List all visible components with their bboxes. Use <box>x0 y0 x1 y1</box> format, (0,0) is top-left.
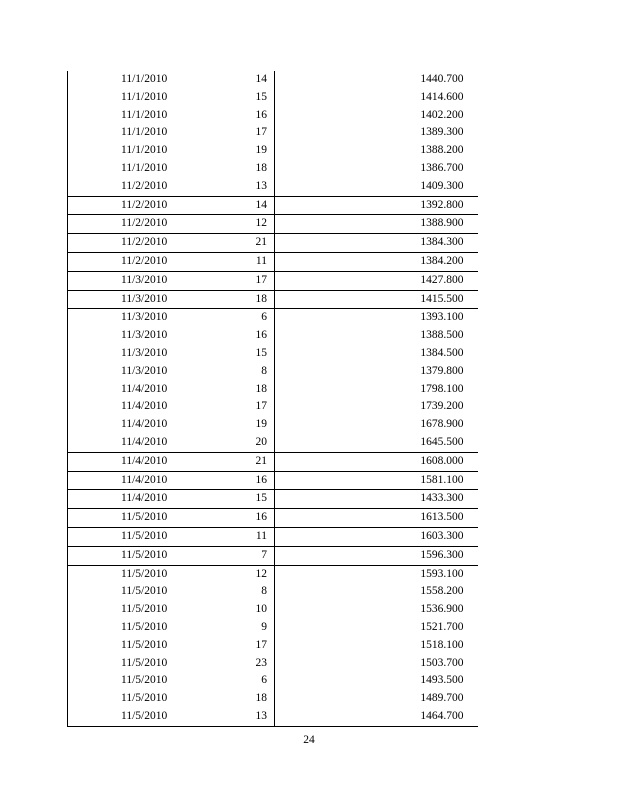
date-cell: 11/1/2010 <box>68 142 193 160</box>
value-cell: 1415.500 <box>275 290 478 309</box>
hour-cell: 18 <box>193 160 275 178</box>
value-cell: 1493.500 <box>420 674 464 687</box>
table-row <box>68 637 478 655</box>
value-cell: 1379.800 <box>420 364 464 377</box>
table-row <box>68 708 478 726</box>
table-row <box>68 89 478 107</box>
date-cell: 11/4/2010 <box>68 434 193 452</box>
hour-cell: 19 <box>193 142 275 160</box>
value-cell: 1613.500 <box>275 509 478 528</box>
date-cell: 11/3/2010 <box>68 327 193 345</box>
hour-cell: 16 <box>193 107 275 125</box>
date-cell: 11/5/2010 <box>68 708 193 726</box>
value-cell: 1593.100 <box>275 565 478 583</box>
hour-cell: 17 <box>193 271 275 290</box>
value-cell: 1464.700 <box>275 708 478 726</box>
hour-cell: 14 <box>193 196 275 215</box>
date-cell: 11/1/2010 <box>68 160 193 178</box>
table-row <box>68 345 478 363</box>
table-row <box>68 601 478 619</box>
hour-cell: 18 <box>193 690 275 708</box>
table-row <box>68 565 478 583</box>
hour-cell: 12 <box>193 215 275 234</box>
value-cell: 1409.300 <box>420 179 464 192</box>
hour-cell: 16 <box>193 471 275 490</box>
table-row <box>68 196 478 215</box>
value-cell: 1503.700 <box>420 656 464 669</box>
value-cell: 1392.800 <box>275 196 478 215</box>
value-cell: 1440.700 <box>420 73 464 85</box>
date-cell: 11/4/2010 <box>68 452 193 471</box>
value-cell: 1389.300 <box>420 126 464 139</box>
table-row <box>68 619 478 637</box>
hour-cell: 18 <box>193 290 275 309</box>
hour-cell: 16 <box>193 327 275 345</box>
value-cell: 1427.800 <box>275 271 478 290</box>
hour-cell: 15 <box>193 89 275 107</box>
date-cell: 11/1/2010 <box>68 71 193 89</box>
table-row <box>68 107 478 125</box>
date-cell: 11/1/2010 <box>68 89 193 107</box>
table-row <box>68 434 478 452</box>
value-cell: 1386.700 <box>420 161 464 174</box>
value-cell: 1518.100 <box>420 638 464 651</box>
date-cell: 11/1/2010 <box>68 124 193 142</box>
table-row <box>68 416 478 434</box>
hour-cell: 15 <box>193 490 275 509</box>
table-row <box>68 215 478 234</box>
date-cell: 11/4/2010 <box>68 416 193 434</box>
table-row <box>68 381 478 399</box>
date-cell: 11/5/2010 <box>68 509 193 528</box>
value-cell: 1536.900 <box>420 603 464 616</box>
hour-cell: 7 <box>193 546 275 565</box>
hour-cell: 12 <box>193 565 275 583</box>
value-cell: 1645.500 <box>420 435 464 448</box>
date-cell: 11/2/2010 <box>68 234 193 253</box>
date-cell: 11/4/2010 <box>68 381 193 399</box>
table-row <box>68 160 478 178</box>
page-number: 24 <box>303 734 315 746</box>
value-cell: 1581.100 <box>275 471 478 490</box>
table-body <box>68 71 478 726</box>
value-cell: 1596.300 <box>275 546 478 565</box>
value-cell: 1558.200 <box>420 585 464 598</box>
table-row <box>68 398 478 416</box>
date-cell: 11/5/2010 <box>68 601 193 619</box>
table-row <box>68 252 478 271</box>
hour-cell: 11 <box>193 252 275 271</box>
date-cell: 11/2/2010 <box>68 196 193 215</box>
date-cell: 11/5/2010 <box>68 565 193 583</box>
value-cell: 1798.100 <box>420 382 464 395</box>
date-cell: 11/5/2010 <box>68 672 193 690</box>
table-row <box>68 178 478 196</box>
hour-cell: 23 <box>193 655 275 673</box>
value-cell: 1393.100 <box>275 309 478 327</box>
date-cell: 11/4/2010 <box>68 471 193 490</box>
value-cell: 1384.500 <box>420 346 464 359</box>
value-cell: 1521.700 <box>420 620 464 633</box>
value-cell: 1739.200 <box>420 400 464 413</box>
value-cell: 1388.200 <box>420 144 464 157</box>
value-cell: 1388.900 <box>275 215 478 234</box>
value-cell: 1678.900 <box>420 418 464 431</box>
date-cell: 11/1/2010 <box>68 107 193 125</box>
table-row <box>68 271 478 290</box>
hour-cell: 13 <box>193 708 275 726</box>
hour-cell: 8 <box>193 363 275 381</box>
table-row <box>68 327 478 345</box>
date-cell: 11/5/2010 <box>68 637 193 655</box>
date-cell: 11/3/2010 <box>68 309 193 327</box>
table-row <box>68 309 478 327</box>
value-cell: 1384.200 <box>275 252 478 271</box>
value-cell: 1414.600 <box>420 90 464 103</box>
date-cell: 11/3/2010 <box>68 345 193 363</box>
hour-cell: 16 <box>193 509 275 528</box>
hour-cell: 17 <box>193 124 275 142</box>
table-row <box>68 290 478 309</box>
hour-cell: 17 <box>193 637 275 655</box>
table-row <box>68 527 478 546</box>
value-cell: 1608.000 <box>275 452 478 471</box>
date-cell: 11/3/2010 <box>68 290 193 309</box>
date-cell: 11/5/2010 <box>68 619 193 637</box>
table-row <box>68 546 478 565</box>
hour-cell: 6 <box>193 309 275 327</box>
value-cell: 1489.700 <box>420 692 464 705</box>
date-cell: 11/4/2010 <box>68 490 193 509</box>
hour-cell: 13 <box>193 178 275 196</box>
value-cell: 1433.300 <box>275 490 478 509</box>
value-cell: 1384.300 <box>275 234 478 253</box>
date-cell: 11/5/2010 <box>68 655 193 673</box>
hour-cell: 6 <box>193 672 275 690</box>
value-cell: 1402.200 <box>420 108 464 121</box>
date-cell: 11/2/2010 <box>68 178 193 196</box>
hour-cell: 21 <box>193 234 275 253</box>
table-row <box>68 672 478 690</box>
date-cell: 11/4/2010 <box>68 398 193 416</box>
date-cell: 11/3/2010 <box>68 271 193 290</box>
data-table <box>67 71 478 727</box>
date-cell: 11/5/2010 <box>68 527 193 546</box>
hour-cell: 8 <box>193 583 275 601</box>
table-row <box>68 490 478 509</box>
table-row <box>68 71 478 89</box>
date-cell: 11/5/2010 <box>68 583 193 601</box>
hour-cell: 18 <box>193 381 275 399</box>
hour-cell: 10 <box>193 601 275 619</box>
table-row <box>68 471 478 490</box>
hour-cell: 15 <box>193 345 275 363</box>
date-cell: 11/2/2010 <box>68 252 193 271</box>
table-row <box>68 234 478 253</box>
table-row <box>68 452 478 471</box>
value-cell: 1603.300 <box>275 527 478 546</box>
hour-cell: 9 <box>193 619 275 637</box>
hour-cell: 20 <box>193 434 275 452</box>
table-row <box>68 363 478 381</box>
date-cell: 11/3/2010 <box>68 363 193 381</box>
hour-cell: 11 <box>193 527 275 546</box>
hour-cell: 19 <box>193 416 275 434</box>
table-row <box>68 509 478 528</box>
table-row <box>68 124 478 142</box>
hour-cell: 14 <box>193 71 275 89</box>
date-cell: 11/2/2010 <box>68 215 193 234</box>
table-row <box>68 690 478 708</box>
hour-cell: 21 <box>193 452 275 471</box>
date-cell: 11/5/2010 <box>68 546 193 565</box>
table-row <box>68 655 478 673</box>
hour-cell: 17 <box>193 398 275 416</box>
date-cell: 11/5/2010 <box>68 690 193 708</box>
table-row <box>68 583 478 601</box>
table-row <box>68 142 478 160</box>
value-cell: 1388.500 <box>420 329 464 342</box>
